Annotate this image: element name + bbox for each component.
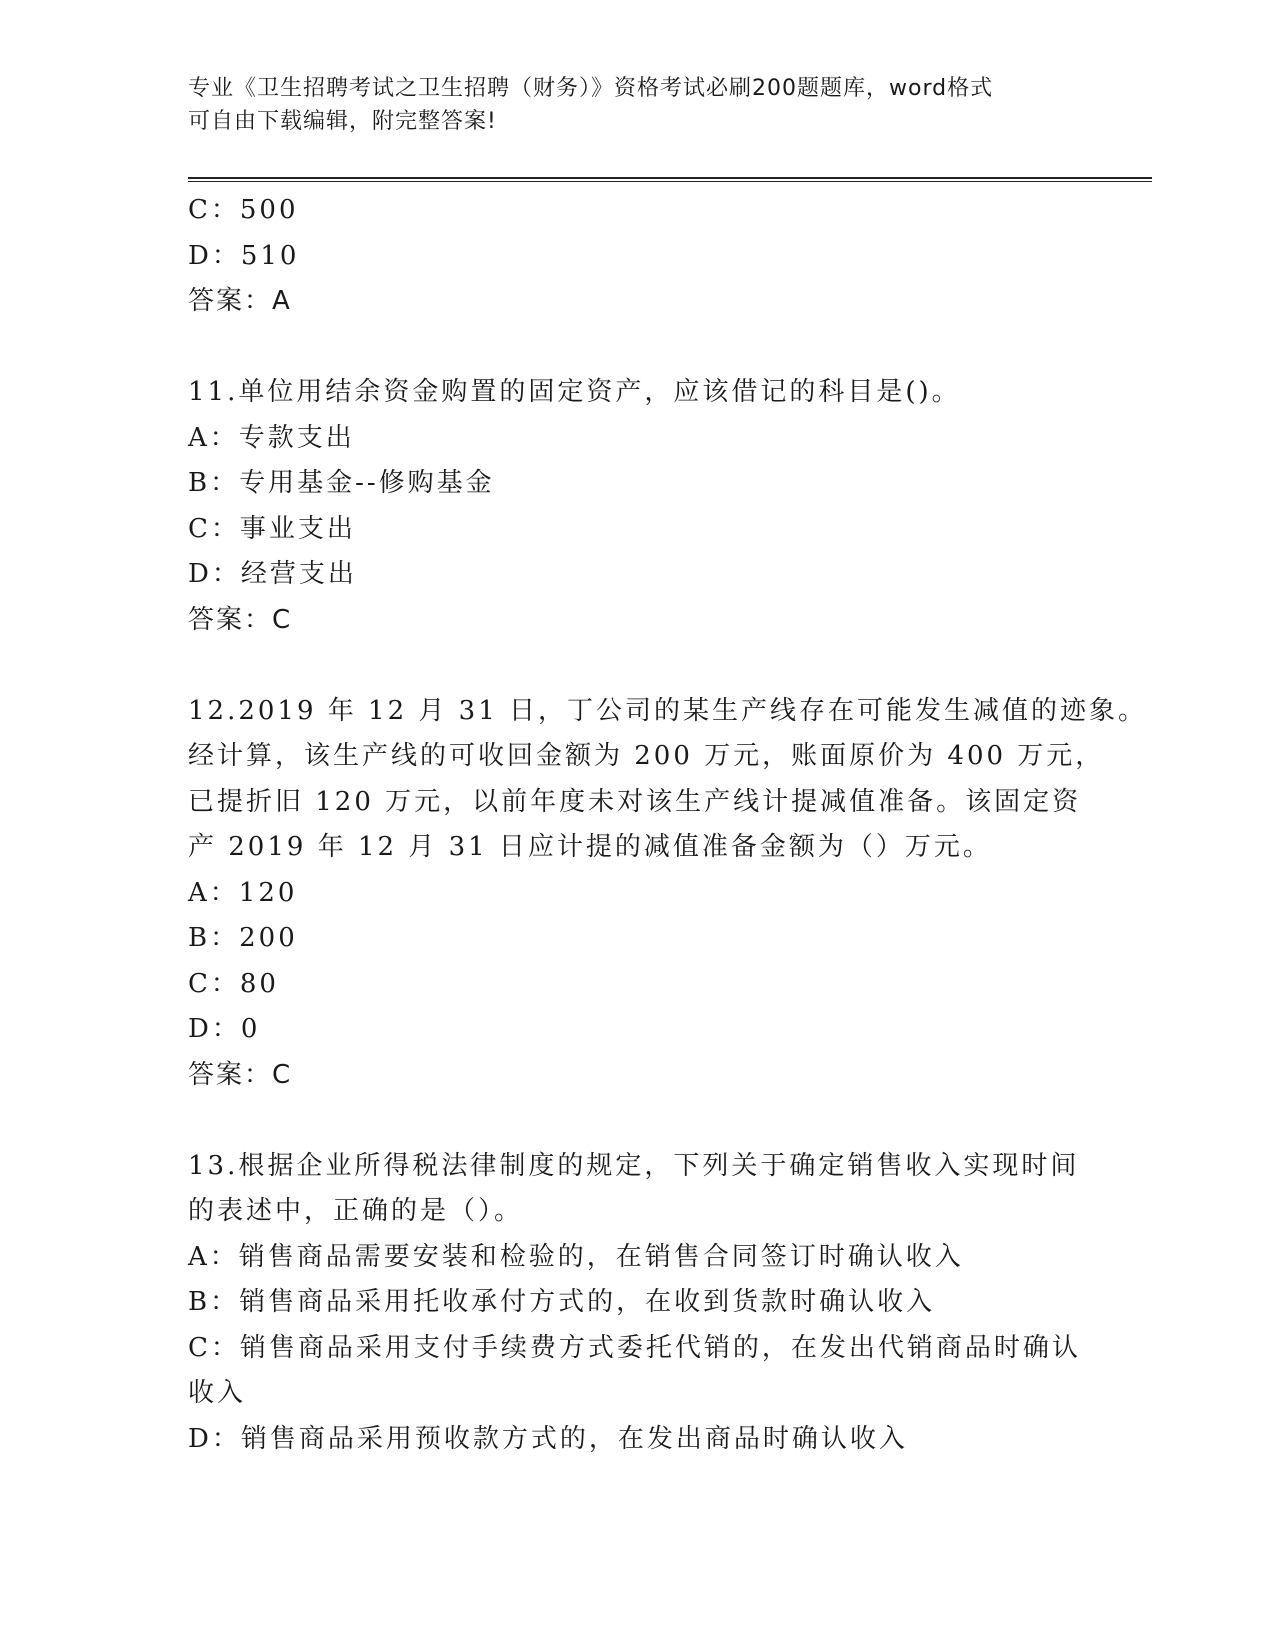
question-11: [188, 370, 1088, 643]
q13-option-a: A：销售商品需要安装和检验的，在销售合同签订时确认收入: [188, 1241, 964, 1272]
q11-option-a: A：专款支出: [188, 422, 355, 453]
question-13: [188, 1144, 1088, 1463]
q12-option-b: B：200: [188, 923, 298, 953]
q12-stem-line-4: 产 2019 年 12 月 31 日应计提的减值准备金额为（）万元。: [188, 832, 992, 862]
q13-stem-line-2: 的表述中，正确的是（）。: [188, 1196, 524, 1226]
q10-option-d: D：510: [188, 240, 300, 271]
header-title-line-1: 专业《卫生招聘考试之卫生招聘（财务）》资格考试必刷200题题库，word格式: [188, 76, 994, 101]
q13-option-c-line-1: C：销售商品采用支付手续费方式委托代销的，在发出代销商品时确认: [188, 1332, 1081, 1363]
header-divider: [188, 177, 1152, 182]
q12-option-c: C：80: [188, 968, 279, 999]
q12-option-d: D：0: [188, 1014, 261, 1044]
q13-option-b: B：销售商品采用托收承付方式的，在收到货款时确认收入: [188, 1287, 936, 1317]
q13-option-c-line-2: 收入: [188, 1378, 247, 1408]
spacer: [188, 643, 1088, 689]
q10-option-c: C：500: [188, 195, 299, 225]
q12-stem-line-1: 12.2019 年 12 月 31 日，丁公司的某生产线存在可能发生减值的迹象。: [188, 695, 1148, 726]
q12-answer: 答案：C: [188, 1059, 293, 1090]
q11-option-d: D：经营支出: [188, 559, 357, 589]
question-10-tail: [188, 188, 1088, 325]
document-body: [188, 188, 1148, 1462]
spacer: [188, 325, 1088, 371]
page-header: [188, 72, 1068, 138]
q12-stem-line-2: 经计算，该生产线的可收回金额为 200 万元，账面原价为 400 万元，: [188, 741, 1105, 771]
q13-stem-line-1: 13.根据企业所得税法律制度的规定，下列关于确定销售收入实现时间: [188, 1150, 1080, 1181]
spacer: [188, 1098, 1088, 1144]
q13-option-d: D：销售商品采用预收款方式的，在发出商品时确认收入: [188, 1423, 908, 1454]
q11-answer: 答案：C: [188, 604, 293, 635]
q12-stem-line-3: 已提折旧 120 万元，以前年度未对该生产线计提减值准备。该固定资: [188, 786, 1082, 817]
q11-option-b: B：专用基金--修购基金: [188, 468, 495, 498]
q11-stem: 11.单位用结余资金购置的固定资产，应该借记的科目是()。: [188, 377, 961, 407]
q12-option-a: A：120: [188, 877, 298, 908]
question-12: [188, 689, 1148, 1099]
header-title-line-2: 可自由下载编辑，附完整答案!: [188, 109, 497, 134]
q10-answer: 答案：A: [188, 286, 292, 316]
q11-option-c: C：事业支出: [188, 513, 356, 544]
